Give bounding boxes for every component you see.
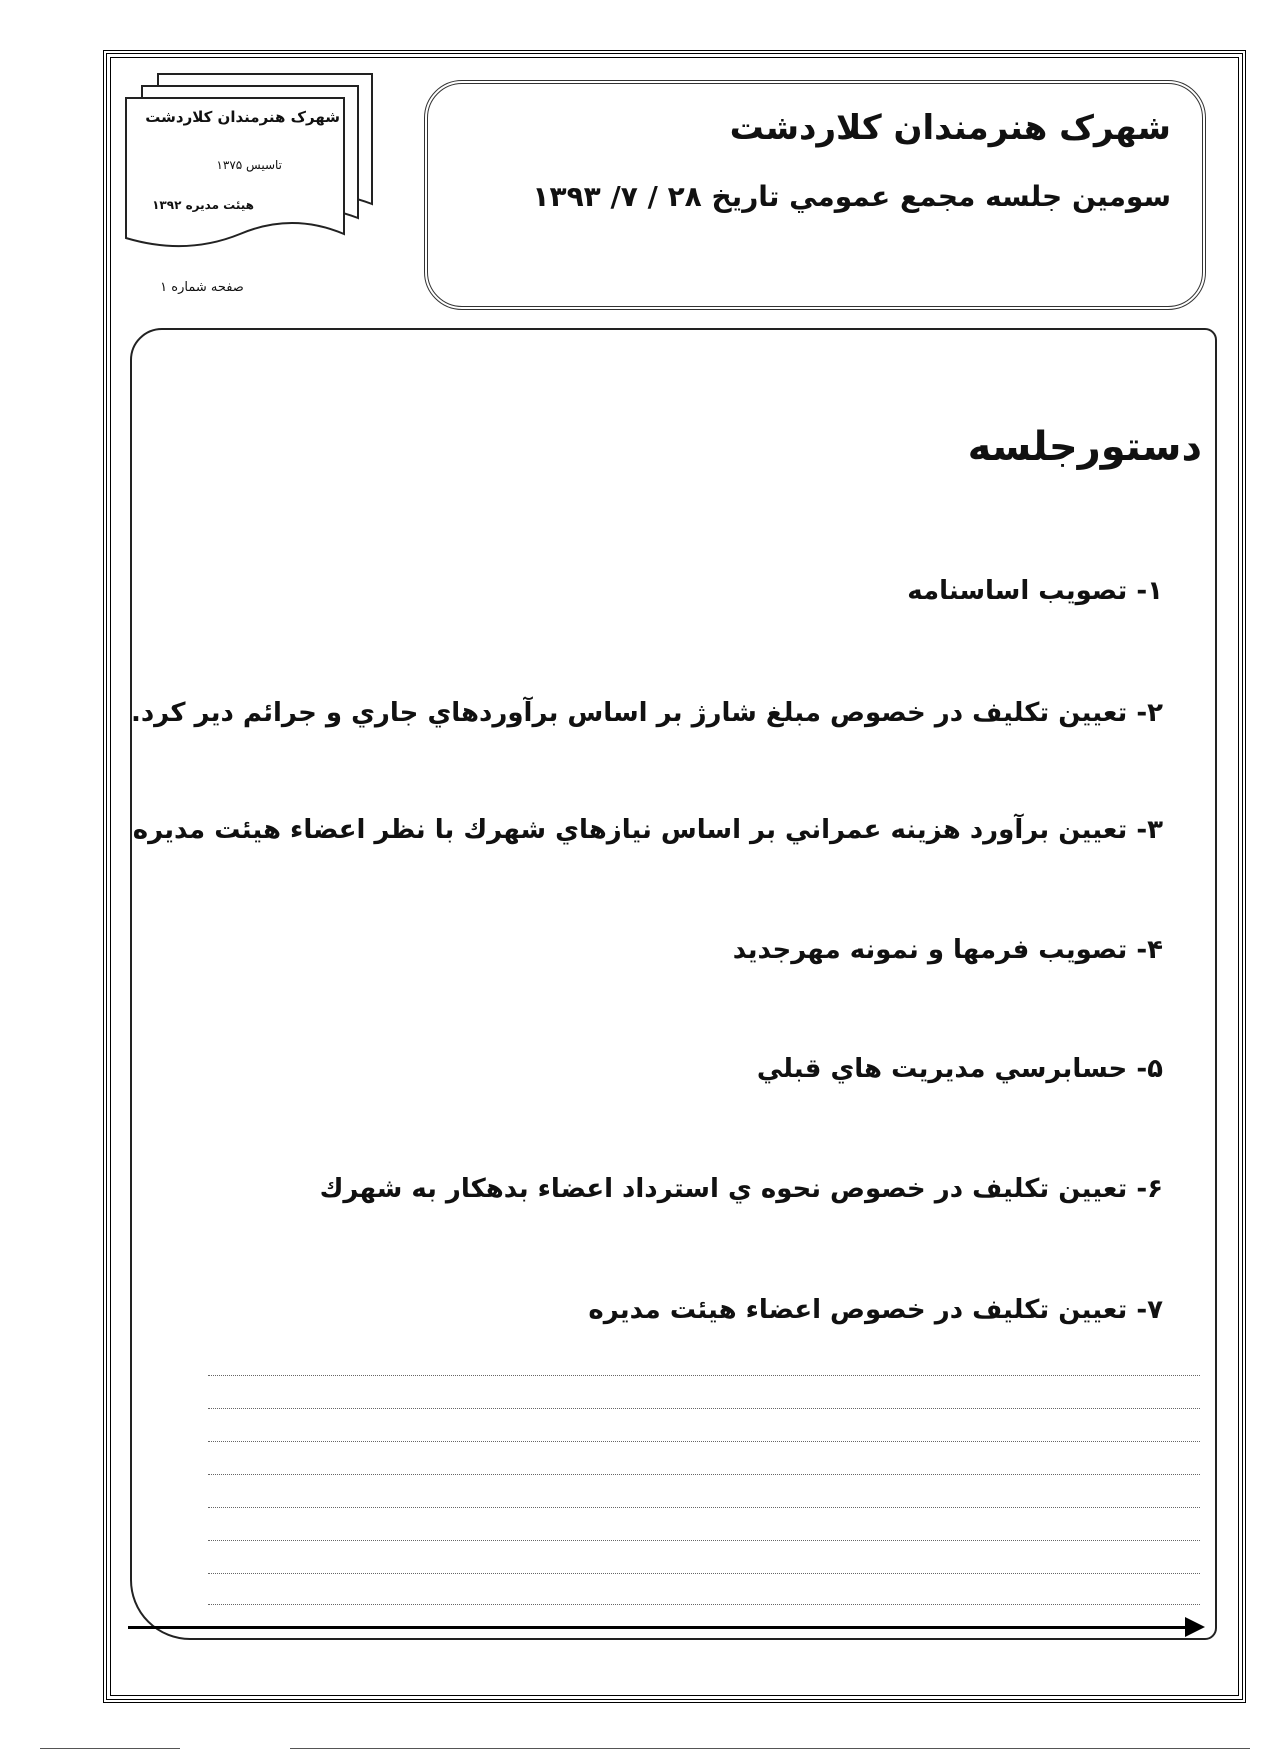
stamp-founded: تاسیس ۱۳۷۵ (216, 158, 282, 172)
agenda-item-3: ۳- تعيين برآورد هزينه عمراني بر اساس نيازهاي شهرك با نظر اعضاء هيئت مديره (132, 815, 1163, 845)
stamp-papers-icon (120, 72, 380, 302)
scan-artifact (40, 1748, 180, 1749)
stamp-logo (120, 72, 380, 302)
blank-line (208, 1474, 1200, 1475)
stamp-board: هیئت مدیره ۱۳۹۲ (152, 198, 254, 212)
scan-artifact (290, 1748, 1250, 1749)
document-title: شهرک هنرمندان کلاردشت (729, 108, 1171, 148)
agenda-item-5: ۵- حسابرسي مديريت هاي قبلي (756, 1054, 1163, 1084)
agenda-heading: دستورجلسه (967, 424, 1202, 470)
agenda-box (130, 328, 1217, 1640)
blank-line (208, 1604, 1200, 1605)
agenda-item-7: ۷- تعيين تكليف در خصوص اعضاء هيئت مديره (588, 1295, 1163, 1325)
blank-line (208, 1375, 1200, 1376)
meeting-subtitle: سومين جلسه مجمع عمومي تاريخ ۲۸ / ۷/ ۱۳۹۳ (532, 180, 1171, 213)
arrow-line (128, 1626, 1190, 1629)
blank-line (208, 1573, 1200, 1574)
arrow-right-icon (1185, 1617, 1205, 1637)
blank-line (208, 1441, 1200, 1442)
agenda-item-6: ۶- تعيين تكليف در خصوص نحوه ي استرداد اعضاء بدهكار به شهرك (319, 1174, 1163, 1204)
agenda-item-1: ۱- تصويب اساسنامه (907, 576, 1163, 606)
blank-line (208, 1507, 1200, 1508)
agenda-item-2: ۲- تعيين تكليف در خصوص مبلغ شارژ بر اساس برآوردهاي جاري و جرائم دير كرد. (130, 698, 1163, 728)
blank-line (208, 1540, 1200, 1541)
blank-line (208, 1408, 1200, 1409)
agenda-item-4: ۴- تصويب فرمها و نمونه مهرجديد (732, 935, 1163, 965)
page-number: صفحه شماره ۱ (160, 280, 244, 295)
stamp-name: شهرک هنرمندان کلاردشت (145, 108, 340, 126)
